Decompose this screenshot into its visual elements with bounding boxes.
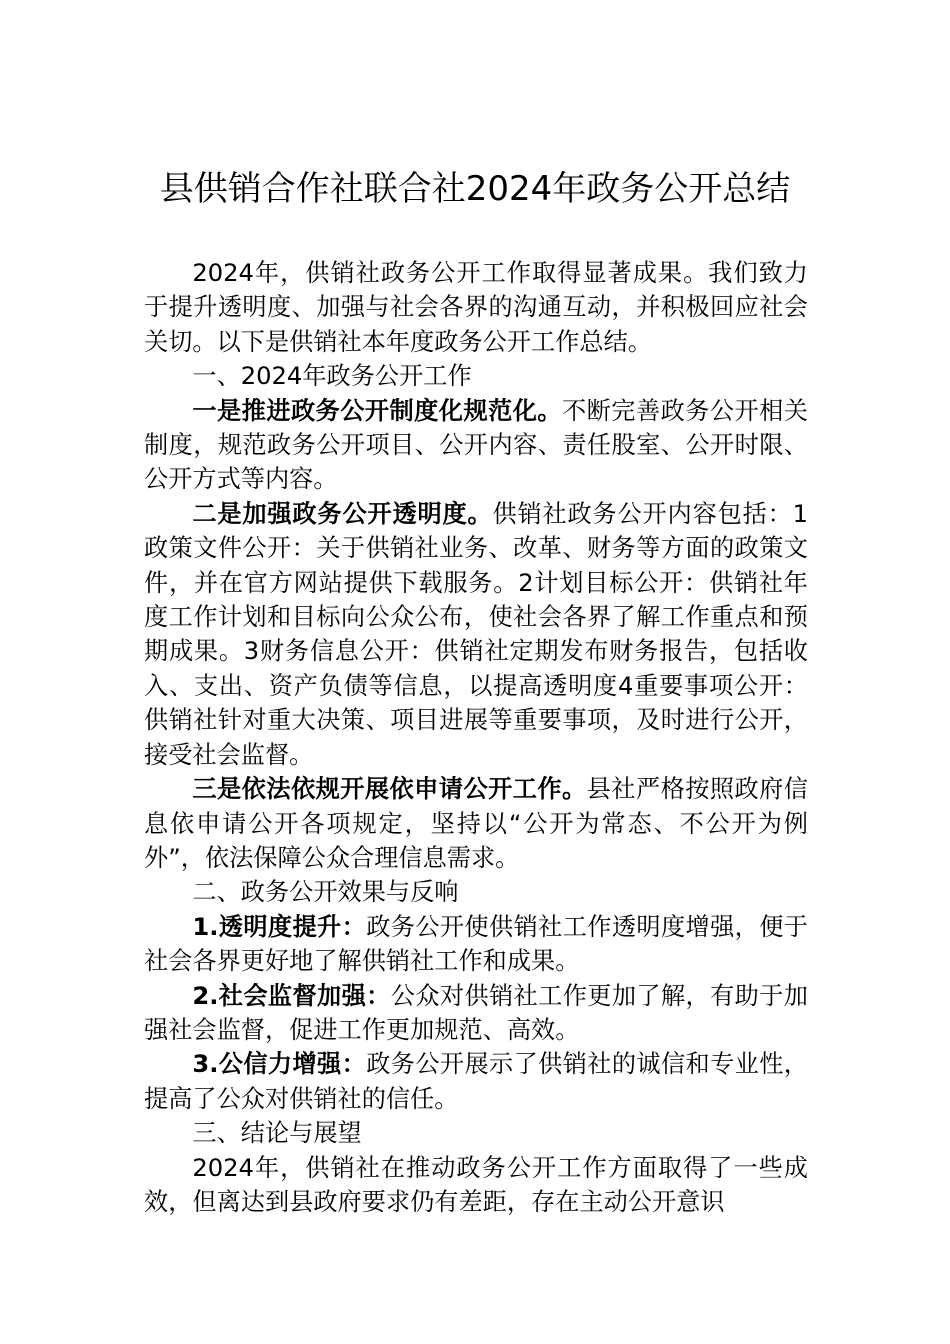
section3-paragraph-1: 2024年，供销社在推动政务公开工作方面取得了一些成效，但离达到县政府要求仍有差距，存在主动公开意识 [144, 1153, 808, 1216]
document-title: 县供销合作社联合社2024年政务公开总结 [159, 169, 791, 209]
section2-item-2 [144, 979, 808, 1048]
section1-paragraph-3 [144, 772, 808, 875]
item-lead: 2.社会监督加强： [192, 981, 391, 1010]
section-heading-3: 三、结论与展望 [192, 1119, 362, 1148]
document-body [144, 256, 808, 1219]
paragraph-text: 县社严格按照政府信息依申请公开各项规定，坚持以“公开为常态、不公开为例外”，依法保障公众合理信息需求。 [144, 775, 808, 872]
paragraph-lead: 三是依法依规开展依申请公开工作。 [192, 775, 587, 804]
paragraph-text: 不断完善政务公开相关制度，规范政务公开项目、公开内容、责任股室、公开时限、公开方式等内容。 [144, 396, 808, 494]
section-heading-2: 二、政务公开效果与反响 [192, 878, 459, 907]
paragraph-lead: 一是推进政务公开制度化规范化。 [192, 396, 563, 425]
paragraph-lead: 二是加强政务公开透明度。 [192, 499, 493, 528]
section2-item-1 [144, 910, 808, 979]
item-text: 公众对供销社工作更加了解，有助于加强社会监督，促进工作更加规范、高效。 [144, 981, 808, 1044]
section-heading-1: 一、2024年政务公开工作 [192, 362, 472, 391]
section1-paragraph-2 [144, 497, 808, 772]
item-lead: 3.公信力增强： [192, 1050, 367, 1079]
intro-paragraph: 2024年，供销社政务公开工作取得显著成果。我们致力于提升透明度、加强与社会各界的沟通互动，并积极回应社会关切。以下是供销社本年度政务公开工作总结。 [144, 259, 808, 356]
section1-paragraph-1 [144, 394, 808, 497]
item-text: 政务公开展示了供销社的诚信和专业性，提高了公众对供销社的信任。 [144, 1050, 808, 1113]
section2-item-3 [144, 1047, 808, 1116]
item-lead: 1.透明度提升： [192, 912, 367, 941]
item-text: 政务公开使供销社工作透明度增强，便于社会各界更好地了解供销社工作和成果。 [144, 912, 808, 976]
paragraph-text: 供销社政务公开内容包括：1政策文件公开：关于供销社业务、改革、财务等方面的政策文件，并在官方网站提供下载服务。2计划目标公开：供销社年度工作计划和目标向公众公布，使社会各界了解工作重点和预期成果。3财务信息公开：供销社定期发布财务报告，包括收入、支出、资产负债等信息，以提高透明度4重要事项公开：供销社针对重大决策、项目进展等重要事项，及时进行公开，接受社会监督。 [144, 499, 808, 769]
